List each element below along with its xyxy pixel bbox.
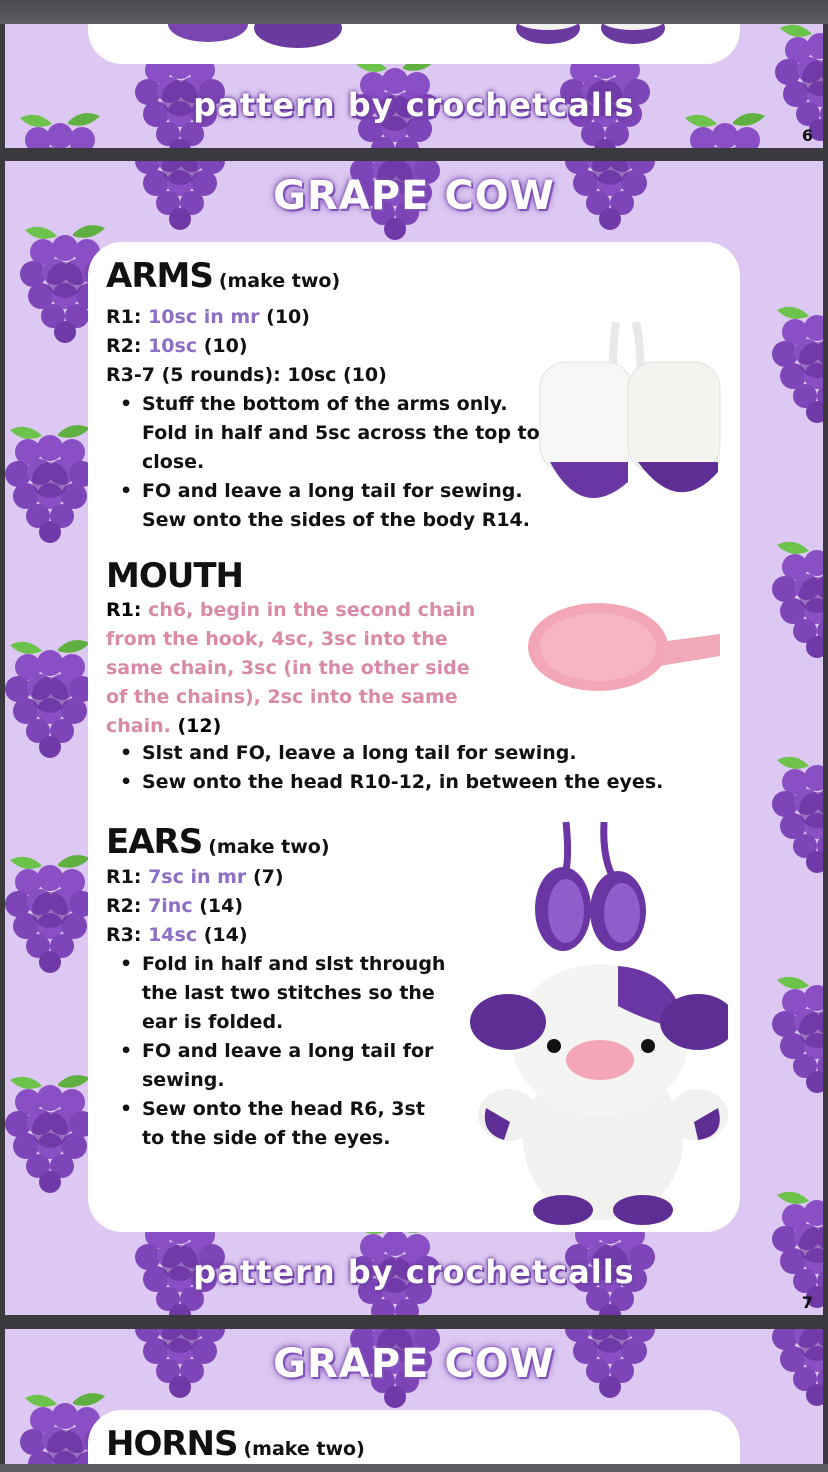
- ears-title: EARS: [106, 822, 203, 862]
- pattern-card: [88, 1410, 740, 1464]
- top-status-bar: [0, 0, 828, 24]
- crochet-legs-photo: [508, 24, 688, 64]
- page-title: GRAPE COW: [273, 173, 555, 219]
- arms-photo: [528, 322, 738, 522]
- mouth-round-1: R1: ch6, begin in the second chain from the hook, 4sc, 3sc into the same chain, 3sc (in the other side of the chains), 2sc into the same chain. (12): [106, 599, 476, 737]
- page-number: 6: [801, 126, 813, 145]
- horns-title: HORNS: [106, 1424, 238, 1464]
- list-item: • Slst and FO, leave a long tail for sewing.: [106, 739, 663, 768]
- list-item: • Sew onto the head R10-12, in between the eyes.: [106, 768, 663, 797]
- arms-instructions: [106, 390, 540, 535]
- list-item: • Stuff the bottom of the arms only. Fold in half and 5sc across the top to close.: [106, 390, 540, 477]
- list-item: • FO and leave a long tail for sewing. Sew onto the sides of the body R14.: [106, 477, 540, 535]
- page-6: [5, 24, 823, 148]
- ears-round-2: R2: 7inc (14): [106, 895, 244, 917]
- ears-photo: [518, 817, 658, 952]
- arms-round-1: R1: 10sc in mr (10): [106, 306, 310, 328]
- footer-credit: pattern by crochetcalls: [193, 86, 635, 124]
- ears-instructions: [106, 950, 445, 1153]
- arms-heading: [106, 256, 340, 296]
- horns-heading: [106, 1424, 365, 1464]
- arms-round-2: R2: 10sc (10): [106, 335, 248, 357]
- mouth-photo: [520, 592, 720, 702]
- page-title: GRAPE COW: [273, 1341, 555, 1387]
- arms-title: ARMS: [106, 256, 213, 296]
- cow-plush-photo: [468, 960, 728, 1230]
- ears-heading: [106, 822, 330, 862]
- list-item: • FO and leave a long tail for sewing.: [106, 1037, 445, 1095]
- list-item: • Fold in half and slst through the last two stitches so the ear is folded.: [106, 950, 445, 1037]
- ears-note: (make two): [208, 836, 330, 858]
- mouth-title: MOUTH: [106, 556, 243, 596]
- list-item: • Sew onto the head R6, 3st to the side of the eyes.: [106, 1095, 445, 1153]
- pattern-card: [88, 24, 740, 64]
- arms-note: (make two): [218, 270, 341, 292]
- ears-round-1: R1: 7sc in mr (7): [106, 866, 284, 888]
- arms-round-3-7: R3-7 (5 rounds): 10sc (10): [106, 364, 387, 386]
- footer-credit: pattern by crochetcalls: [193, 1253, 635, 1291]
- pattern-card: [88, 242, 740, 1232]
- page-8: [5, 1329, 823, 1464]
- page-number: 7: [801, 1293, 813, 1312]
- horns-note: (make two): [243, 1438, 365, 1460]
- bottom-bar: [0, 1464, 828, 1472]
- ears-round-3: R3: 14sc (14): [106, 924, 248, 946]
- mouth-instructions: [106, 739, 663, 797]
- crochet-body-photo: [158, 24, 358, 64]
- page-7: [5, 161, 823, 1315]
